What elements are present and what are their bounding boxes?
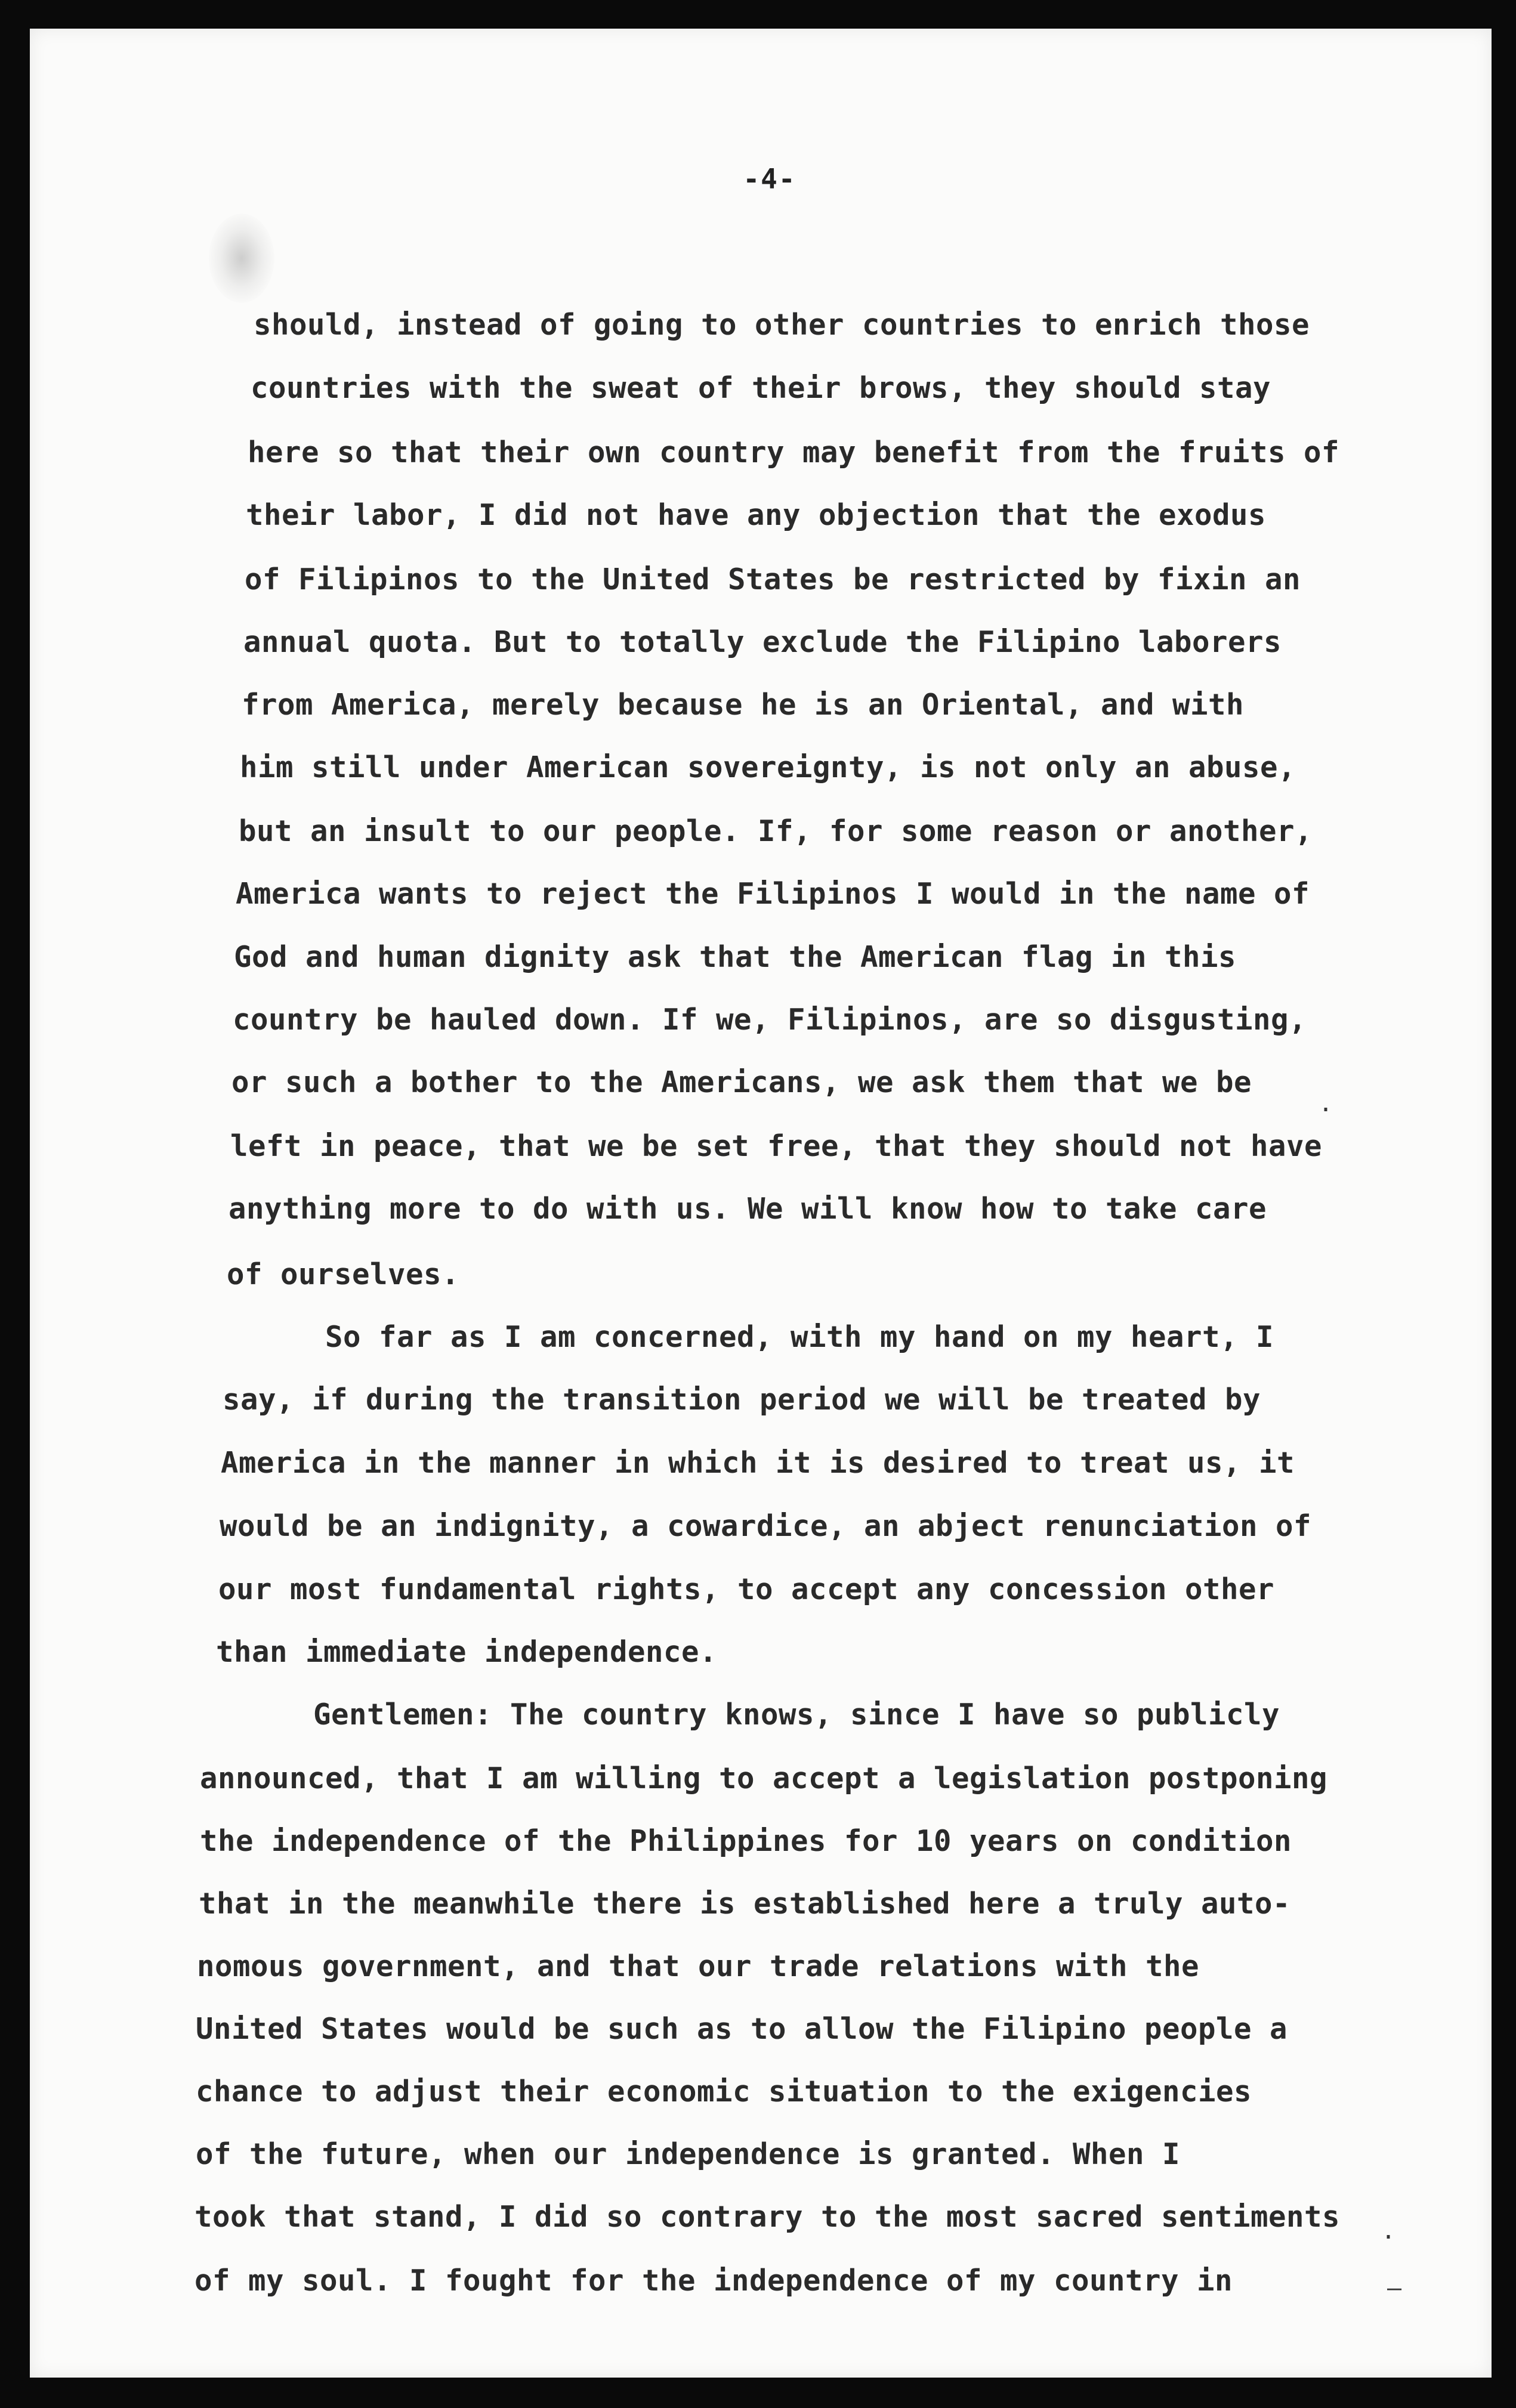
text-line: United States would be such as to allow the Filipino people a [196, 2012, 1288, 2046]
text-line: nomous government, and that our trade relations with the [197, 1949, 1200, 1983]
text-line: would be an indignity, a cowardice, an abject renunciation of [220, 1509, 1312, 1543]
text-line: our most fundamental rights, to accept any concession other [218, 1572, 1275, 1606]
text-line: of my soul. I fought for the independence of my country in [194, 2264, 1233, 2298]
margin-tick: · [1381, 2224, 1396, 2251]
text-line: should, instead of going to other countries to enrich those [254, 308, 1310, 342]
margin-tick: · [1319, 1096, 1333, 1124]
text-line: of Filipinos to the United States be restricted by fixin an [245, 562, 1301, 596]
text-line: anything more to do with us. We will know how to take care [229, 1192, 1267, 1226]
page-number: -4- [743, 163, 796, 195]
text-line: of the future, when our independence is granted. When I [196, 2137, 1181, 2171]
text-line: America in the manner in which it is desired to treat us, it [221, 1446, 1295, 1480]
text-line: left in peace, that we be set free, that they should not have [230, 1129, 1323, 1163]
text-line: than immediate independence. [216, 1635, 718, 1669]
text-line: annual quota. But to totally exclude the Filipino laborers [243, 625, 1282, 659]
text-line: countries with the sweat of their brows, they should stay [251, 371, 1271, 405]
text-line: the independence of the Philippines for 10 years on condition [200, 1824, 1292, 1858]
text-line: say, if during the transition period we will be treated by [223, 1383, 1261, 1417]
text-line: Gentlemen: The country knows, since I have so publicly [313, 1698, 1280, 1732]
text-line: country be hauled down. If we, Filipinos, are so disgusting, [233, 1003, 1307, 1037]
text-line: their labor, I did not have any objection that the exodus [246, 498, 1267, 532]
text-line: that in the meanwhile there is established here a truly auto- [199, 1887, 1291, 1921]
text-line: of ourselves. [227, 1257, 460, 1291]
text-line: So far as I am concerned, with my hand on my heart, I [325, 1320, 1274, 1354]
text-line: him still under American sovereignty, is not only an abuse, [240, 750, 1296, 784]
text-line: from America, merely because he is an Oriental, and with [242, 688, 1245, 722]
text-line: but an insult to our people. If, for some reason or another, [239, 814, 1313, 848]
document-page [30, 29, 1492, 2378]
text-line: chance to adjust their economic situation to the exigencies [196, 2075, 1252, 2109]
text-line: announced, that I am willing to accept a legislation postponing [200, 1761, 1328, 1795]
text-line: took that stand, I did so contrary to the most sacred sentiments [194, 2200, 1341, 2234]
text-line: America wants to reject the Filipinos I would in the name of [236, 877, 1310, 911]
ink-smudge [209, 214, 274, 303]
text-line: God and human dignity ask that the American flag in this [234, 940, 1237, 974]
margin-tick: – [1387, 2274, 1402, 2302]
text-line: here so that their own country may benefit from the fruits of [248, 435, 1340, 469]
text-line: or such a bother to the Americans, we ask them that we be [231, 1065, 1252, 1099]
